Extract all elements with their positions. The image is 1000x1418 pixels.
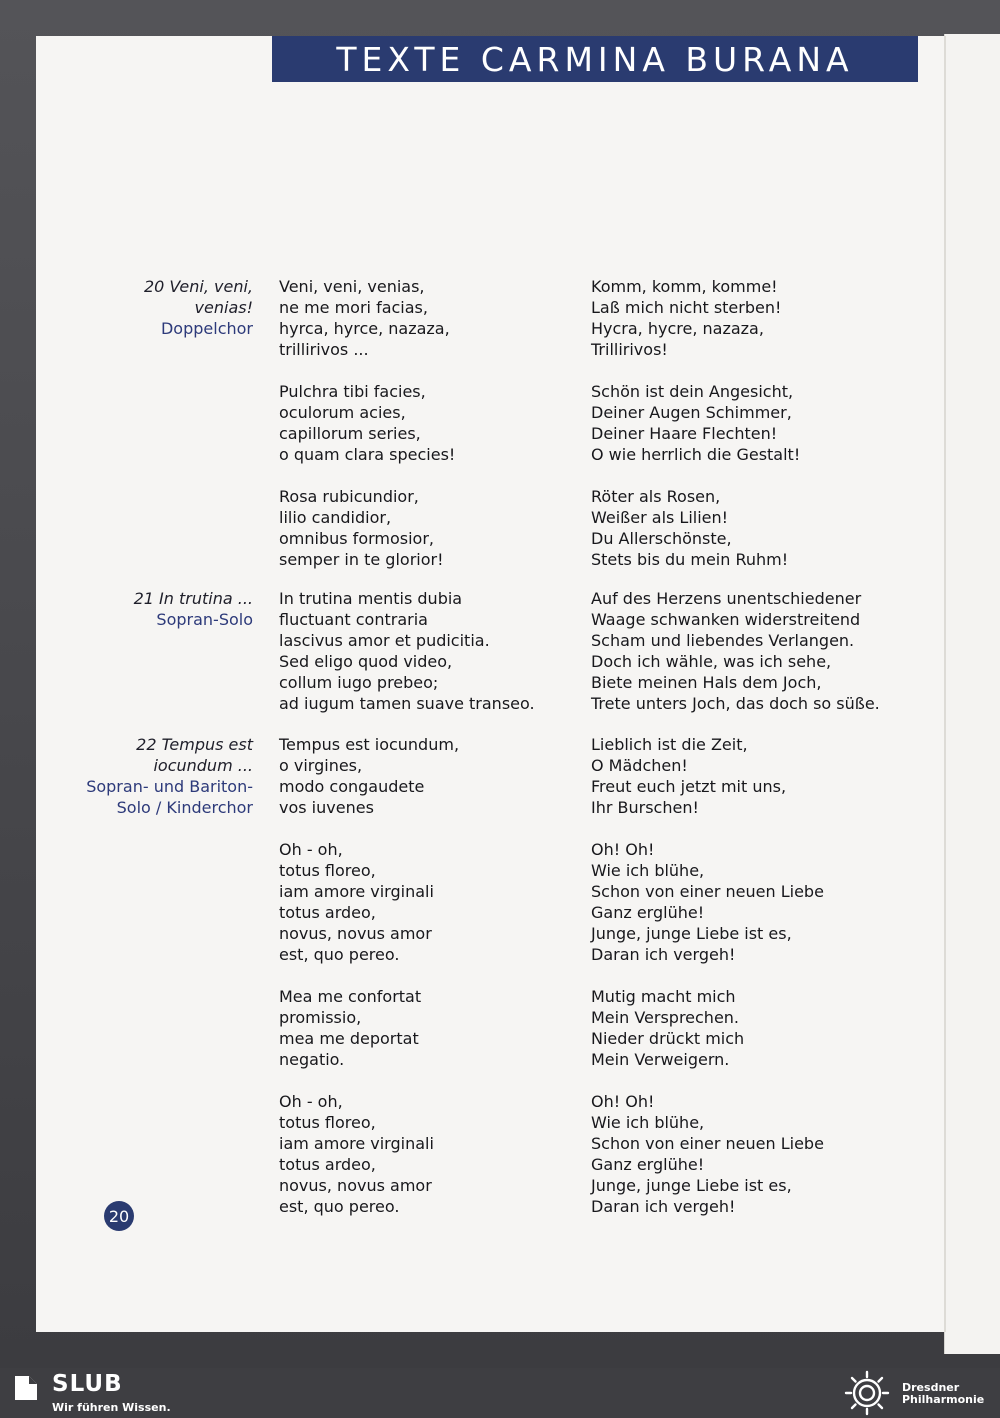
- text-line: Ihr Burschen!: [591, 798, 699, 817]
- stanza: [591, 381, 800, 465]
- text-line: modo congaudete: [279, 777, 425, 796]
- section-title: 21 In trutina ...: [133, 589, 253, 608]
- partner-name-line2: Philharmonie: [902, 1393, 985, 1406]
- text-line: totus ardeo,: [279, 903, 376, 922]
- text-line: ad iugum tamen suave transeo.: [279, 694, 535, 713]
- stanza: [279, 588, 535, 714]
- text-line: Tempus est iocundum,: [279, 735, 460, 754]
- page-number: 20: [108, 1206, 130, 1226]
- stanza: [591, 486, 800, 570]
- text-line: Röter als Rosen,: [591, 487, 721, 506]
- text-line: Lieblich ist die Zeit,: [591, 735, 748, 754]
- text-line: promissio,: [279, 1008, 362, 1027]
- section-label-22: [83, 734, 253, 818]
- text-line: In trutina mentis dubia: [279, 589, 463, 608]
- section-performers: Sopran-Solo: [156, 610, 253, 629]
- text-line: Scham und liebendes Verlangen.: [591, 631, 855, 650]
- text-line: Schon von einer neuen Liebe: [591, 882, 824, 901]
- section-performers: Sopran- und Bariton-Solo / Kinderchor: [86, 777, 253, 817]
- partner-name-line1: Dresdner: [902, 1381, 960, 1394]
- section-performers: Doppelchor: [160, 319, 253, 338]
- stanza: [279, 839, 459, 965]
- text-line: Oh! Oh!: [591, 840, 655, 859]
- text-line: Laß mich nicht sterben!: [591, 298, 782, 317]
- text-line: o virgines,: [279, 756, 363, 775]
- text-line: novus, novus amor: [279, 924, 432, 943]
- text-line: totus ardeo,: [279, 1155, 376, 1174]
- stanza: [591, 1091, 824, 1217]
- text-line: mea me deportat: [279, 1029, 419, 1048]
- text-line: est, quo pereo.: [279, 945, 400, 964]
- text-line: Weißer als Lilien!: [591, 508, 729, 527]
- text-line: Oh - oh,: [279, 1092, 343, 1111]
- text-line: Mein Versprechen.: [591, 1008, 740, 1027]
- latin-text-22: [279, 734, 459, 1238]
- text-line: Junge, junge Liebe ist es,: [591, 924, 792, 943]
- page-number-badge: [104, 1201, 134, 1231]
- text-line: O Mädchen!: [591, 756, 688, 775]
- text-line: Deiner Augen Schimmer,: [591, 403, 792, 422]
- text-line: fluctuant contraria: [279, 610, 428, 629]
- section-label-20: [83, 276, 253, 339]
- text-line: Mein Verweigern.: [591, 1050, 730, 1069]
- text-line: oculorum acies,: [279, 403, 406, 422]
- text-line: Biete meinen Hals dem Joch,: [591, 673, 822, 692]
- german-text-20: [591, 276, 800, 591]
- stanza: [279, 276, 455, 360]
- text-line: Mutig macht mich: [591, 987, 736, 1006]
- stanza: [279, 381, 455, 465]
- stanza: [279, 1091, 459, 1217]
- philharmonie-logo-icon: [842, 1370, 892, 1416]
- stanza: [591, 734, 824, 818]
- text-line: Daran ich vergeh!: [591, 945, 736, 964]
- text-line: Oh! Oh!: [591, 1092, 655, 1111]
- page-header: [272, 36, 918, 82]
- text-line: novus, novus amor: [279, 1176, 432, 1195]
- text-line: Trete unters Joch, das doch so süße.: [591, 694, 880, 713]
- text-line: Junge, junge Liebe ist es,: [591, 1176, 792, 1195]
- text-line: hyrca, hyrce, nazaza,: [279, 319, 450, 338]
- section-title: 22 Tempus est iocundum ...: [136, 735, 253, 775]
- text-line: vos iuvenes: [279, 798, 374, 817]
- text-line: iam amore virginali: [279, 882, 434, 901]
- stanza: [591, 588, 880, 714]
- booklet-page: [36, 36, 946, 1332]
- text-line: iam amore virginali: [279, 1134, 434, 1153]
- text-line: O wie herrlich die Gestalt!: [591, 445, 801, 464]
- text-line: Wie ich blühe,: [591, 861, 705, 880]
- text-line: Mea me confortat: [279, 987, 422, 1006]
- slub-logo-icon: [12, 1374, 40, 1402]
- text-line: Ganz erglühe!: [591, 1155, 705, 1174]
- header-title: TEXTE CARMINA BURANA: [336, 39, 854, 79]
- footer-bar: [0, 1368, 1000, 1418]
- text-line: Ganz erglühe!: [591, 903, 705, 922]
- text-line: Schon von einer neuen Liebe: [591, 1134, 824, 1153]
- stanza: [279, 486, 455, 570]
- text-line: Auf des Herzens unentschiedener: [591, 589, 862, 608]
- library-tagline: Wir führen Wissen.: [52, 1401, 171, 1414]
- text-line: semper in te glorior!: [279, 550, 444, 569]
- text-line: Hycra, hycre, nazaza,: [591, 319, 764, 338]
- text-line: Sed eligo quod video,: [279, 652, 453, 671]
- text-line: Pulchra tibi facies,: [279, 382, 426, 401]
- text-line: Stets bis du mein Ruhm!: [591, 550, 789, 569]
- text-line: collum iugo prebeo;: [279, 673, 439, 692]
- latin-text-20: [279, 276, 455, 591]
- text-line: Rosa rubicundior,: [279, 487, 419, 506]
- text-line: Komm, komm, komme!: [591, 277, 778, 296]
- library-name: SLUB: [52, 1371, 123, 1397]
- section-label-21: [83, 588, 253, 630]
- stanza: [279, 986, 459, 1070]
- stanza: [591, 839, 824, 965]
- text-line: Du Allerschönste,: [591, 529, 732, 548]
- text-line: negatio.: [279, 1050, 345, 1069]
- text-line: Doch ich wähle, was ich sehe,: [591, 652, 832, 671]
- text-line: Wie ich blühe,: [591, 1113, 705, 1132]
- text-line: Freut euch jetzt mit uns,: [591, 777, 787, 796]
- stanza: [591, 986, 824, 1070]
- text-line: ne me mori facias,: [279, 298, 428, 317]
- text-line: Schön ist dein Angesicht,: [591, 382, 794, 401]
- text-line: Nieder drückt mich: [591, 1029, 745, 1048]
- text-line: o quam clara species!: [279, 445, 456, 464]
- text-line: Oh - oh,: [279, 840, 343, 859]
- text-line: lilio candidior,: [279, 508, 392, 527]
- german-text-22: [591, 734, 824, 1238]
- stanza: [279, 734, 459, 818]
- german-text-21: [591, 588, 880, 735]
- text-line: omnibus formosior,: [279, 529, 435, 548]
- text-line: totus floreo,: [279, 1113, 376, 1132]
- text-line: Veni, veni, venias,: [279, 277, 425, 296]
- latin-text-21: [279, 588, 535, 735]
- text-line: trillirivos ...: [279, 340, 369, 359]
- text-line: totus floreo,: [279, 861, 376, 880]
- text-line: est, quo pereo.: [279, 1197, 400, 1216]
- stanza: [591, 276, 800, 360]
- adjacent-page-edge: [944, 34, 1000, 1354]
- text-line: Trillirivos!: [591, 340, 668, 359]
- text-line: capillorum series,: [279, 424, 421, 443]
- text-line: Deiner Haare Flechten!: [591, 424, 778, 443]
- partner-name: [902, 1382, 997, 1406]
- text-line: Waage schwanken widerstreitend: [591, 610, 861, 629]
- section-title: 20 Veni, veni, venias!: [143, 277, 253, 317]
- text-line: lascivus amor et pudicitia.: [279, 631, 490, 650]
- text-line: Daran ich vergeh!: [591, 1197, 736, 1216]
